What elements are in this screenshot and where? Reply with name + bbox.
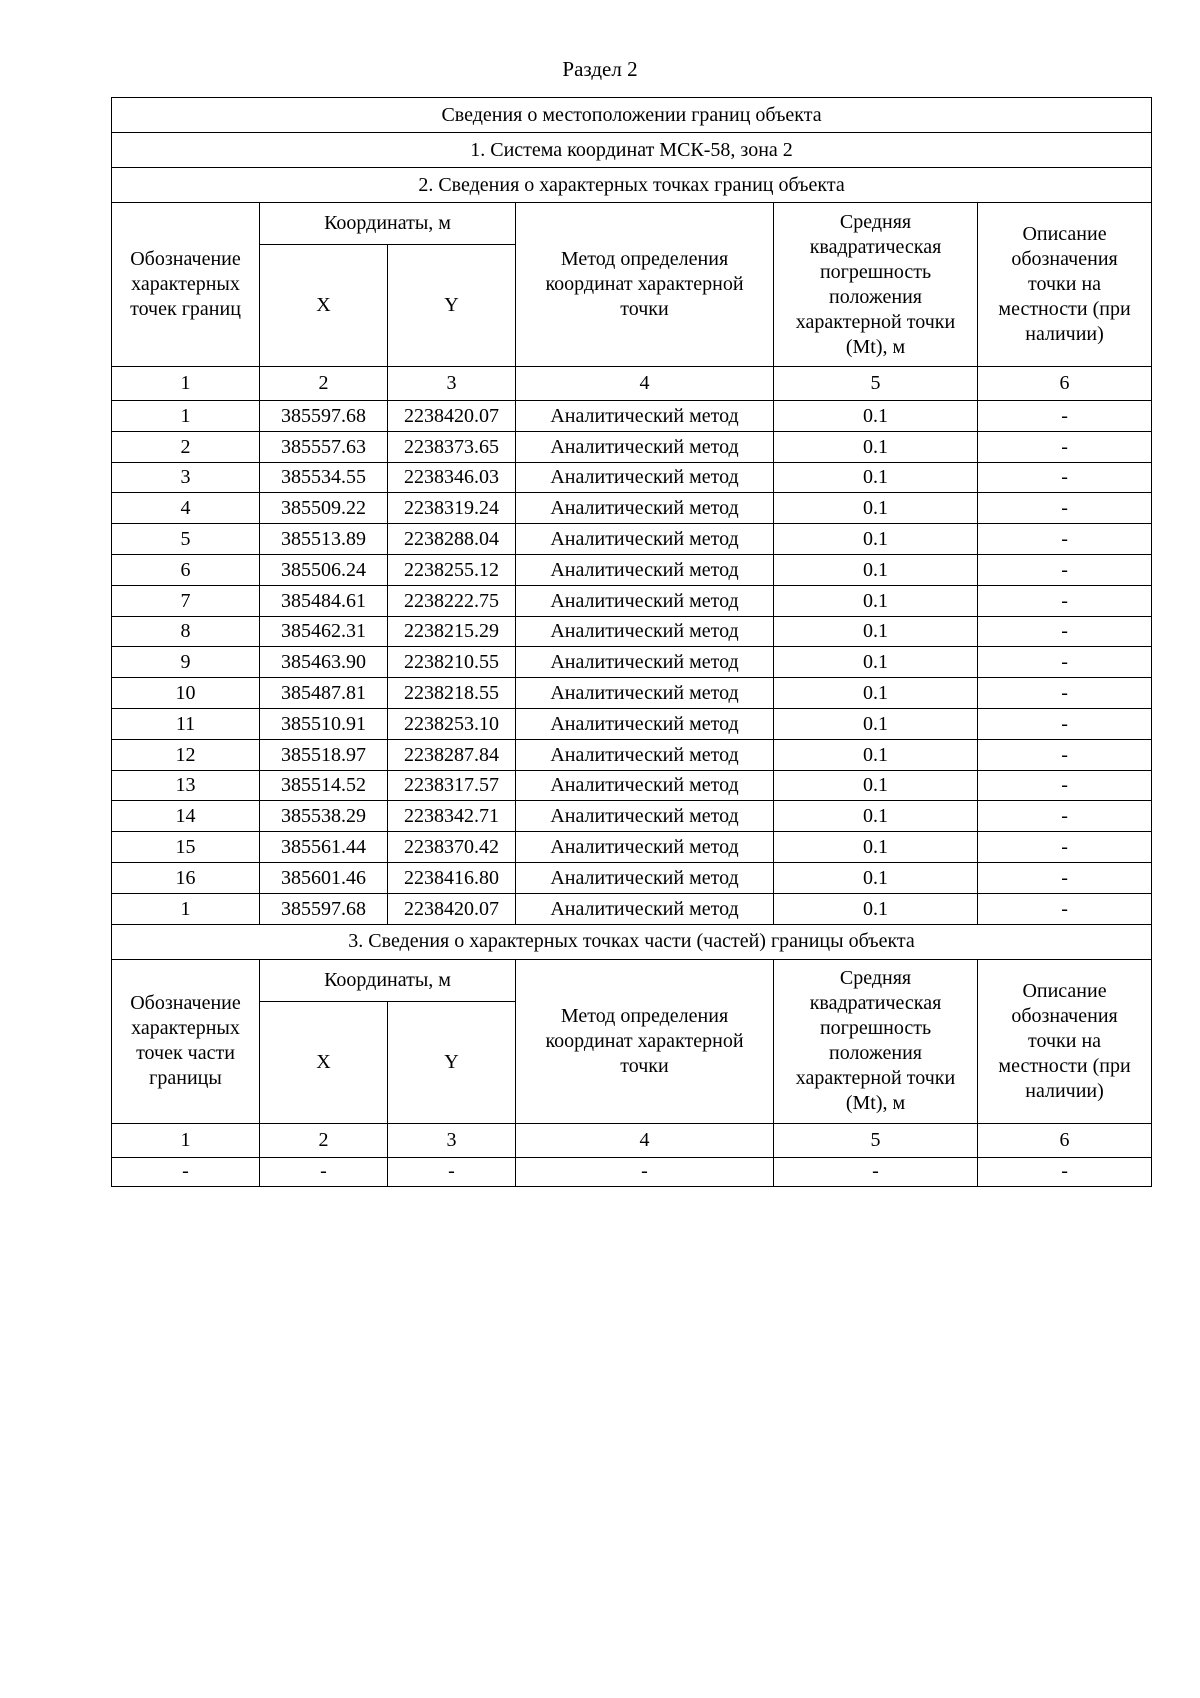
method: Аналитический метод [516,401,774,432]
point-number: 13 [112,770,260,801]
coord-y: 2238346.03 [388,462,516,493]
description: - [978,431,1152,462]
col-number: 3 [388,367,516,401]
method: Аналитический метод [516,554,774,585]
point-number: 15 [112,832,260,863]
col-number: 5 [774,1123,978,1157]
point-number: - [112,1157,260,1186]
column-number-row [112,367,1152,401]
table-row [112,739,1152,770]
col-number: 6 [978,1123,1152,1157]
mean-error: 0.1 [774,708,978,739]
method: Аналитический метод [516,862,774,893]
table-row [112,647,1152,678]
part-header-error: Средняя квадратическая погрешность положения характерной точки (Mt), м [774,959,978,1123]
description: - [978,585,1152,616]
coord-x: 385538.29 [260,801,388,832]
table-row [112,616,1152,647]
point-number: 1 [112,893,260,924]
col-number: 1 [112,1123,260,1157]
description: - [978,462,1152,493]
coord-x: 385514.52 [260,770,388,801]
boundary-table [111,97,1152,1187]
col-number: 6 [978,367,1152,401]
table-row [112,431,1152,462]
point-number: 1 [112,401,260,432]
coord-x: 385601.46 [260,862,388,893]
mean-error: 0.1 [774,554,978,585]
col-number: 5 [774,367,978,401]
header-error: Средняя квадратическая погрешность положения характерной точки (Mt), м [774,203,978,367]
coord-x: 385509.22 [260,493,388,524]
description: - [978,832,1152,863]
description: - [978,616,1152,647]
coord-y: 2238218.55 [388,678,516,709]
description: - [978,524,1152,555]
point-number: 9 [112,647,260,678]
header-designation: Обозначение характерных точек границ [112,203,260,367]
point-number: 6 [112,554,260,585]
method: Аналитический метод [516,585,774,616]
mean-error: 0.1 [774,462,978,493]
method: Аналитический метод [516,893,774,924]
section-label: Раздел 2 [562,57,638,81]
point-number: 10 [112,678,260,709]
coord-x: 385557.63 [260,431,388,462]
point-number: 8 [112,616,260,647]
method: Аналитический метод [516,493,774,524]
method: Аналитический метод [516,647,774,678]
part-header-coords: Координаты, м [260,959,516,1001]
point-number: 12 [112,739,260,770]
mean-error: 0.1 [774,862,978,893]
part-header-y: Y [388,1001,516,1123]
coord-x: 385484.61 [260,585,388,616]
mean-error: - [774,1157,978,1186]
coord-y: 2238287.84 [388,739,516,770]
coord-y: - [388,1157,516,1186]
coord-system-row: 1. Система координат МСК-58, зона 2 [112,133,1152,168]
coord-x: 385518.97 [260,739,388,770]
method: Аналитический метод [516,462,774,493]
description: - [978,801,1152,832]
description: - [978,893,1152,924]
method: Аналитический метод [516,739,774,770]
mean-error: 0.1 [774,524,978,555]
coord-x: 385510.91 [260,708,388,739]
method: - [516,1157,774,1186]
description: - [978,647,1152,678]
table-row [112,554,1152,585]
point-number: 11 [112,708,260,739]
coord-y: 2238288.04 [388,524,516,555]
method: Аналитический метод [516,708,774,739]
table-row [112,1157,1152,1186]
col-number: 3 [388,1123,516,1157]
coord-x: 385463.90 [260,647,388,678]
coord-x: 385506.24 [260,554,388,585]
point-number: 2 [112,431,260,462]
description: - [978,1157,1152,1186]
mean-error: 0.1 [774,678,978,709]
description: - [978,401,1152,432]
col-number: 2 [260,367,388,401]
description: - [978,708,1152,739]
coord-x: 385561.44 [260,832,388,863]
mean-error: 0.1 [774,493,978,524]
description: - [978,739,1152,770]
mean-error: 0.1 [774,801,978,832]
description: - [978,554,1152,585]
coord-x: 385487.81 [260,678,388,709]
table-row [112,770,1152,801]
coord-y: 2238416.80 [388,862,516,893]
point-number: 16 [112,862,260,893]
col-number: 2 [260,1123,388,1157]
coord-y: 2238373.65 [388,431,516,462]
part-section-title: 3. Сведения о характерных точках части (частей) границы объекта [112,924,1152,959]
coord-x: - [260,1157,388,1186]
col-number: 4 [516,367,774,401]
description: - [978,678,1152,709]
table-row [112,893,1152,924]
coord-y: 2238420.07 [388,401,516,432]
coord-x: 385597.68 [260,401,388,432]
mean-error: 0.1 [774,616,978,647]
table-row [112,801,1152,832]
method: Аналитический метод [516,524,774,555]
coord-y: 2238253.10 [388,708,516,739]
header-x: X [260,245,388,367]
mean-error: 0.1 [774,401,978,432]
method: Аналитический метод [516,431,774,462]
table-row [112,832,1152,863]
table-row [112,585,1152,616]
mean-error: 0.1 [774,832,978,863]
table-row [112,862,1152,893]
points-section-title: 2. Сведения о характерных точках границ объекта [112,168,1152,203]
method: Аналитический метод [516,832,774,863]
method: Аналитический метод [516,801,774,832]
part-header-method: Метод определения координат характерной точки [516,959,774,1123]
table-row [112,462,1152,493]
mean-error: 0.1 [774,770,978,801]
table-row [112,708,1152,739]
coord-y: 2238370.42 [388,832,516,863]
col-number: 4 [516,1123,774,1157]
table-row [112,401,1152,432]
coord-y: 2238222.75 [388,585,516,616]
part-header-description: Описание обозначения точки на местности (при наличии) [978,959,1152,1123]
point-number: 4 [112,493,260,524]
coord-x: 385597.68 [260,893,388,924]
coord-y: 2238317.57 [388,770,516,801]
coord-y: 2238420.07 [388,893,516,924]
mean-error: 0.1 [774,893,978,924]
col-number: 1 [112,367,260,401]
point-number: 14 [112,801,260,832]
part-column-number-row [112,1123,1152,1157]
table-row [112,524,1152,555]
header-y: Y [388,245,516,367]
coord-y: 2238215.29 [388,616,516,647]
mean-error: 0.1 [774,647,978,678]
coord-y: 2238319.24 [388,493,516,524]
description: - [978,493,1152,524]
coord-y: 2238210.55 [388,647,516,678]
method: Аналитический метод [516,678,774,709]
header-coords: Координаты, м [260,203,516,245]
point-number: 7 [112,585,260,616]
mean-error: 0.1 [774,739,978,770]
header-description: Описание обозначения точки на местности (при наличии) [978,203,1152,367]
mean-error: 0.1 [774,431,978,462]
coord-x: 385513.89 [260,524,388,555]
point-number: 3 [112,462,260,493]
method: Аналитический метод [516,616,774,647]
part-header-x: X [260,1001,388,1123]
mean-error: 0.1 [774,585,978,616]
description: - [978,770,1152,801]
method: Аналитический метод [516,770,774,801]
description: - [978,862,1152,893]
part-header-designation: Обозначение характерных точек части границы [112,959,260,1123]
table-title: Сведения о местоположении границ объекта [112,98,1152,133]
coord-y: 2238342.71 [388,801,516,832]
table-row [112,493,1152,524]
coord-y: 2238255.12 [388,554,516,585]
table-row [112,678,1152,709]
point-number: 5 [112,524,260,555]
coord-x: 385462.31 [260,616,388,647]
coord-x: 385534.55 [260,462,388,493]
header-method: Метод определения координат характерной точки [516,203,774,367]
